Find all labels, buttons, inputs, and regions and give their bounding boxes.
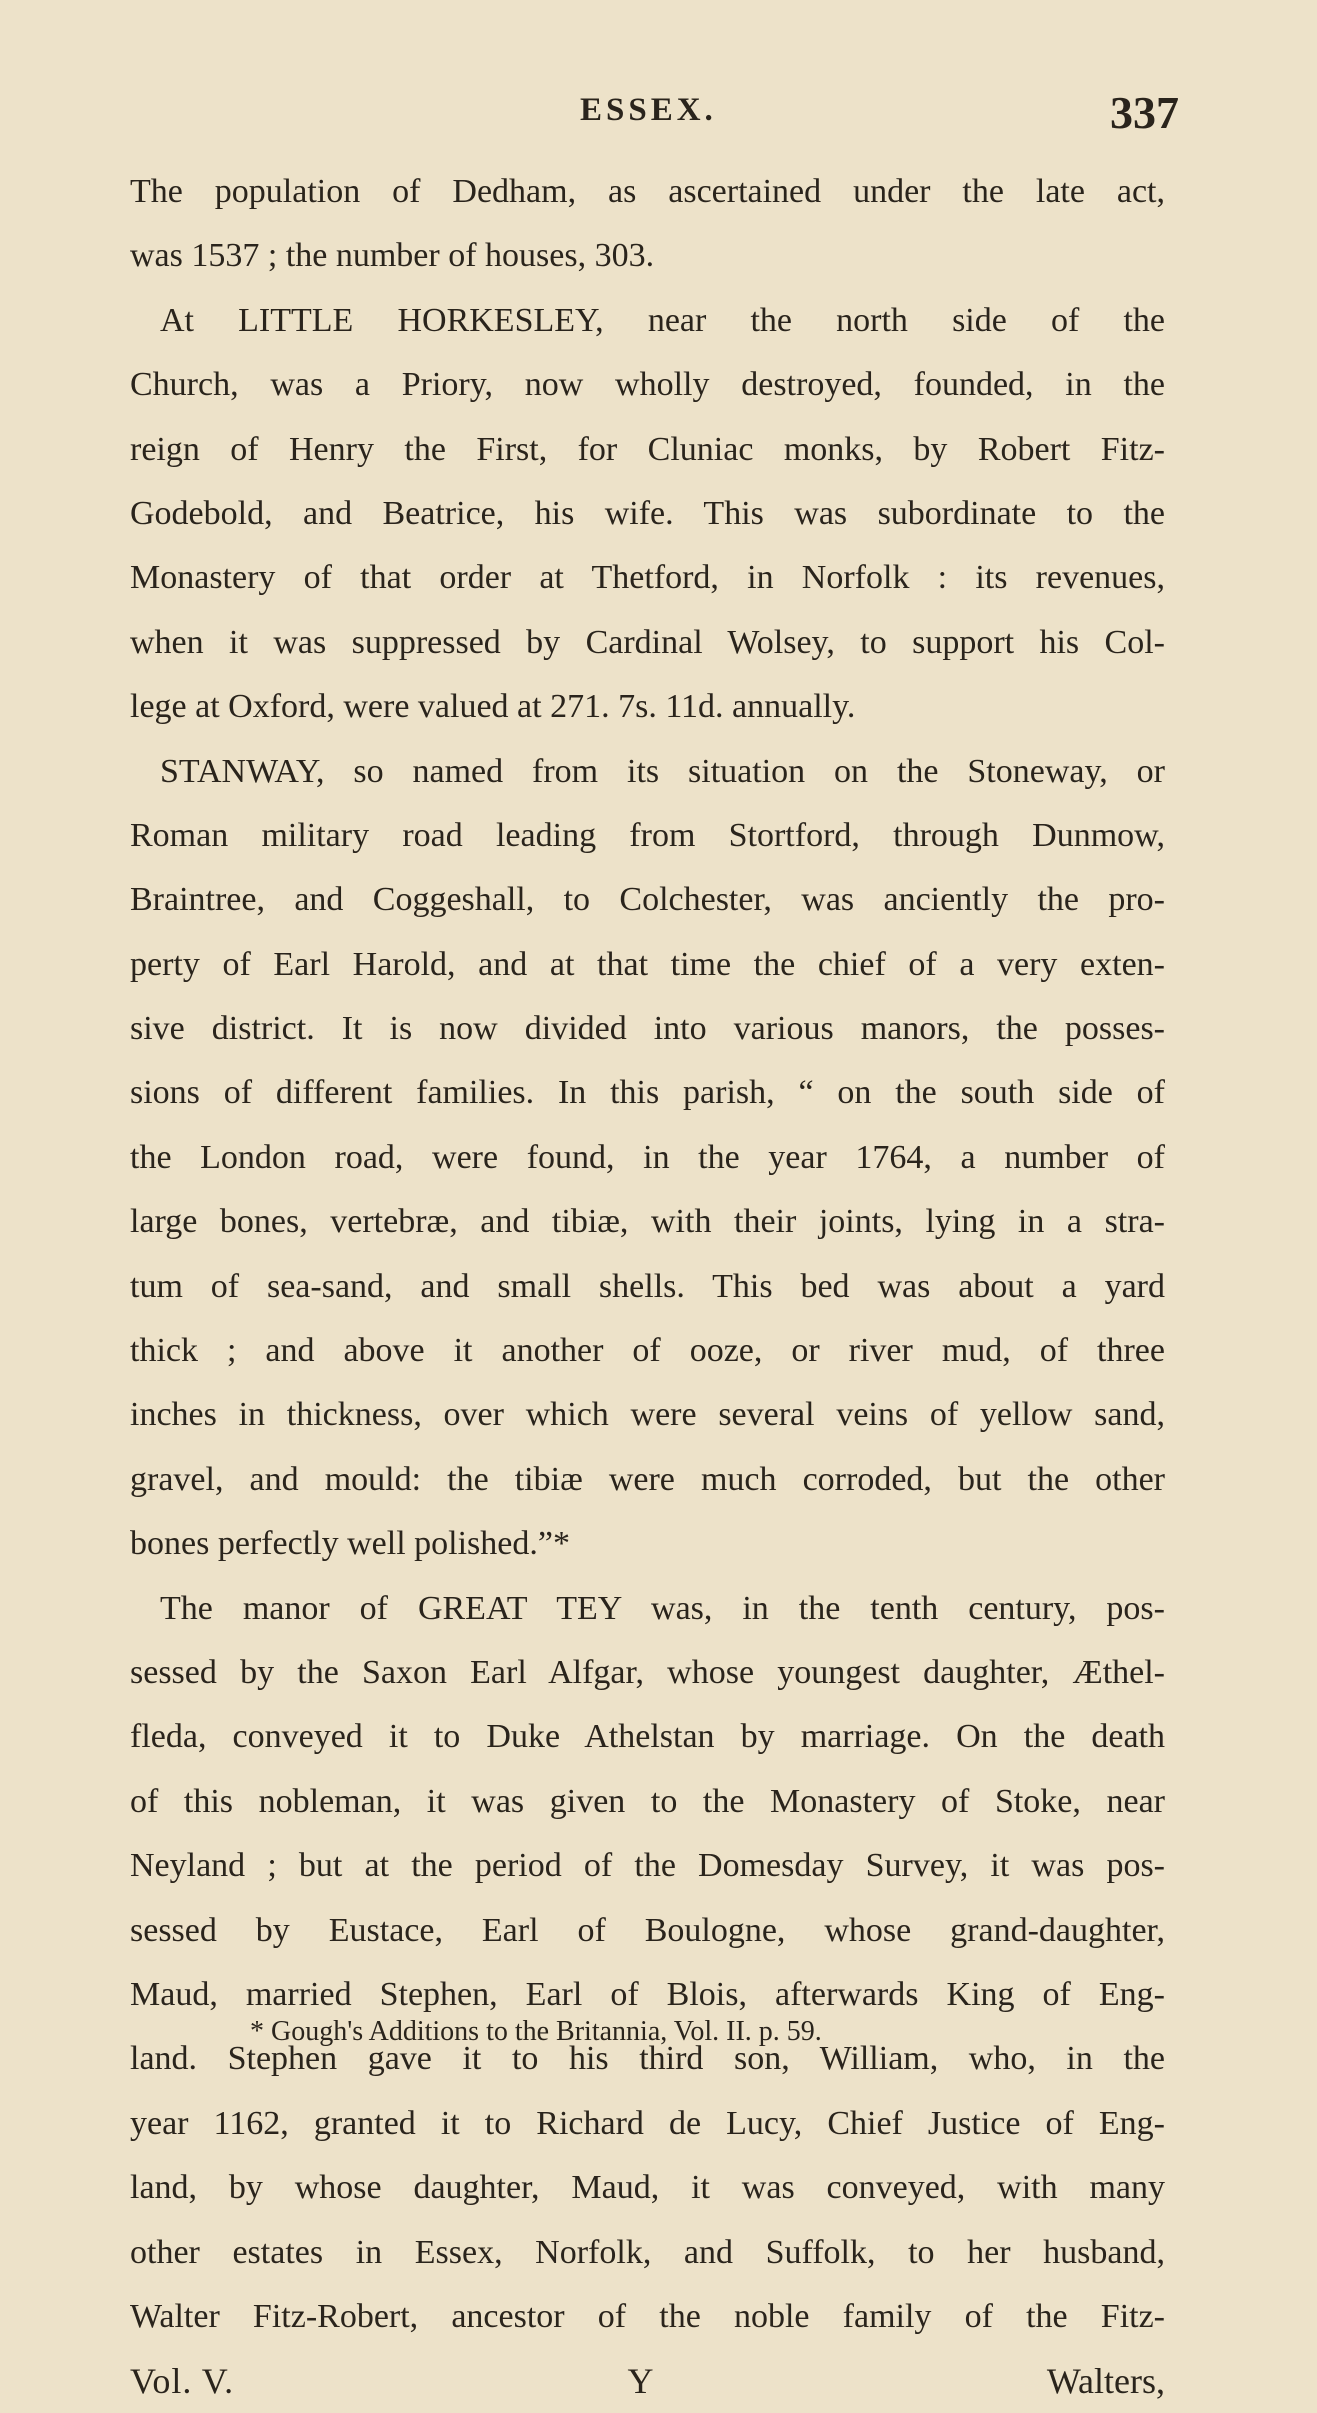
text-line: inches in thickness, over which were several veins of yellow sand, [130,1396,1165,1434]
text-line: At LITTLE HORKESLEY, near the north side of the [160,301,1165,339]
text-line: large bones, vertebræ, and tibiæ, with their joints, lying in a stra- [130,1203,1165,1241]
volume-label: Vol. V. [130,2361,235,2402]
text-line: Roman military road leading from Stortford, through Dunmow, [130,816,1165,854]
text-line: was 1537 ; the number of houses, 303. [130,237,655,275]
text-line: tum of sea-sand, and small shells. This bed was about a yard [130,1267,1165,1305]
text-line: fleda, conveyed it to Duke Athelstan by marriage. On the death [130,1718,1165,1756]
text-line: Church, was a Priory, now wholly destroyed, founded, in the [130,366,1165,404]
page-number: 337 [1110,87,1179,138]
text-line: Monastery of that order at Thetford, in Norfolk : its revenues, [130,559,1165,597]
footnote: * Gough's Additions to the Britannia, Vol. II. p. 59. [250,2016,822,2047]
catchword: Walters, [1046,2361,1165,2402]
text-line: The population of Dedham, as ascertained under the late act, [130,173,1165,210]
text-line: The manor of GREAT TEY was, in the tenth century, pos- [160,1589,1165,1627]
page-header [0,87,1317,152]
text-line: the London road, were found, in the year 1764, a number of [130,1138,1165,1176]
text-line: STANWAY, so named from its situation on the Stoneway, or [160,752,1165,790]
running-head: ESSEX. [580,92,717,128]
text-line: sive district. It is now divided into various manors, the posses- [130,1010,1165,1048]
text-line: thick ; and above it another of ooze, or river mud, of three [130,1332,1165,1370]
text-line: perty of Earl Harold, and at that time the chief of a very exten- [130,945,1165,983]
signature-mark: Y [627,2361,654,2402]
text-line: year 1162, granted it to Richard de Lucy, Chief Justice of Eng- [130,2104,1165,2142]
text-line: Godebold, and Beatrice, his wife. This was subordinate to the [130,494,1165,532]
text-line: when it was suppressed by Cardinal Wolsey, to support his Col- [130,623,1165,661]
text-line: of this nobleman, it was given to the Monastery of Stoke, near [130,1782,1165,1820]
text-line: land. Stephen gave it to his third son, William, who, in the [130,2040,1165,2078]
text-line: bones perfectly well polished.”* [130,1525,570,1563]
signature-line [130,2349,1165,2413]
body-text [130,160,1165,2413]
text-line: gravel, and mould: the tibiæ were much corroded, but the other [130,1460,1165,1498]
text-line: Braintree, and Coggeshall, to Colchester, was anciently the pro- [130,881,1165,919]
text-line: Maud, married Stephen, Earl of Blois, afterwards King of Eng- [130,1975,1165,2013]
text-line: Neyland ; but at the period of the Domesday Survey, it was pos- [130,1847,1165,1885]
text-line: land, by whose daughter, Maud, it was conveyed, with many [130,2169,1165,2207]
text-line: other estates in Essex, Norfolk, and Suffolk, to her husband, [130,2233,1165,2271]
text-line: reign of Henry the First, for Cluniac monks, by Robert Fitz- [130,430,1165,468]
text-line: sessed by the Saxon Earl Alfgar, whose youngest daughter, Æthel- [130,1653,1165,1691]
text-line: Walter Fitz-Robert, ancestor of the noble family of the Fitz- [130,2297,1165,2335]
text-line: lege at Oxford, were valued at 271. 7s. 11d. annually. [130,688,856,726]
text-line: sessed by Eustace, Earl of Boulogne, whose grand-daughter, [130,1911,1165,1949]
text-line: sions of different families. In this parish, “ on the south side of [130,1074,1165,1112]
